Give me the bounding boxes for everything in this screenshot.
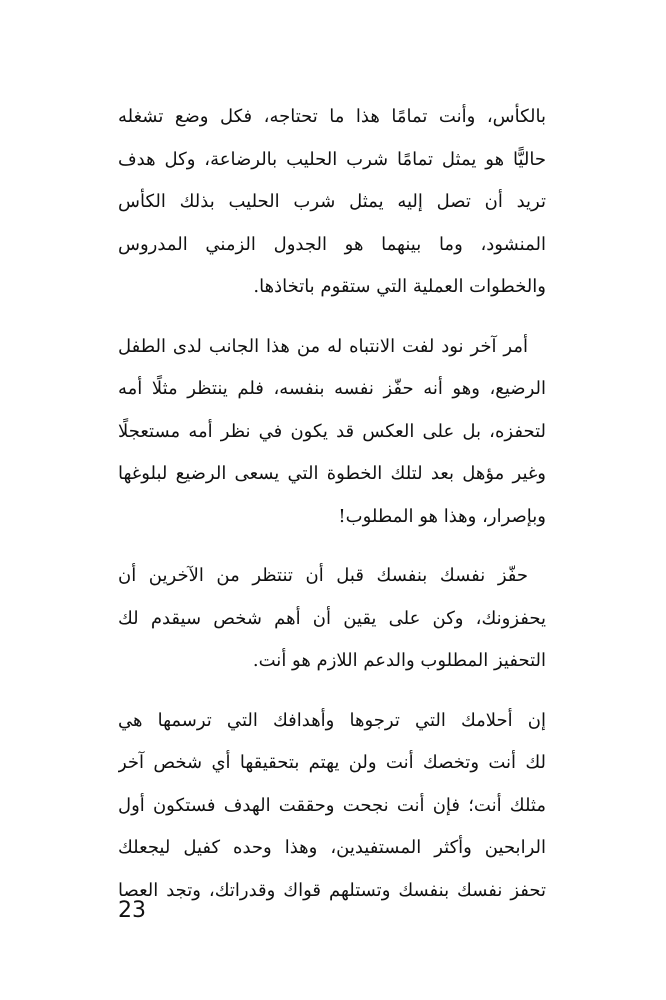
text-line: بالكأس، وأنت تمامًا هذا ما تحتاجه، فكل وضع تشغله	[118, 106, 546, 127]
text-line: تحفز نفسك بنفسك وتستلهم قواك وقدراتك، وتجد العصا	[118, 879, 546, 901]
page-number: 23	[118, 898, 146, 923]
text-line: حفّز نفسك بنفسك قبل أن تنتظر من الآخرين أن	[118, 565, 528, 586]
text-line: لك أنت وتخصك أنت ولن يهتم بتحقيقها أي شخص آخر	[118, 752, 546, 773]
text-line: وبإصرار، وهذا هو المطلوب!	[338, 505, 546, 527]
text-line: الرضيع، وهو أنه حفّز نفسه بنفسه، فلم ينتظر مثلًا أمه	[118, 378, 546, 399]
text-line: الرابحين وأكثر المستفيدين، وهذا وحده كفيل ليجعلك	[118, 837, 546, 858]
paragraph-1	[118, 96, 546, 309]
paragraph-2	[118, 326, 546, 539]
paragraph-3	[118, 555, 546, 683]
text-line: لتحفزه، بل على العكس قد يكون في نظر أمه مستعجلًا	[118, 420, 546, 442]
text-line: إن أحلامك التي ترجوها وأهدافك التي ترسمها هي	[118, 709, 546, 731]
text-line: تريد أن تصل إليه يمثل شرب الحليب بذلك الكأس	[118, 191, 546, 212]
text-line: يحفزونك، وكن على يقين أن أهم شخص سيقدم لك	[118, 607, 546, 629]
text-line: مثلك أنت؛ فإن أنت نجحت وحققت الهدف فستكون أول	[118, 794, 546, 816]
text-line: المنشود، وما بينهما هو الجدول الزمني المدروس	[118, 233, 546, 255]
paragraph-gap	[118, 683, 546, 700]
text-line: وغير مؤهل بعد لتلك الخطوة التي يسعى الرضيع لبلوغها	[118, 463, 546, 484]
text-line: التحفيز المطلوب والدعم اللازم هو أنت.	[252, 650, 546, 671]
body-text	[118, 96, 546, 912]
text-line: أمر آخر نود لفت الانتباه له من هذا الجانب لدى الطفل	[118, 335, 528, 357]
text-line: حاليًّا هو يمثل تمامًا شرب الحليب بالرضاعة، وكل هدف	[118, 148, 546, 170]
text-line: والخطوات العملية التي ستقوم باتخاذها.	[253, 276, 546, 297]
paragraph-gap	[118, 309, 546, 326]
paragraph-gap	[118, 538, 546, 555]
paragraph-4	[118, 700, 546, 913]
